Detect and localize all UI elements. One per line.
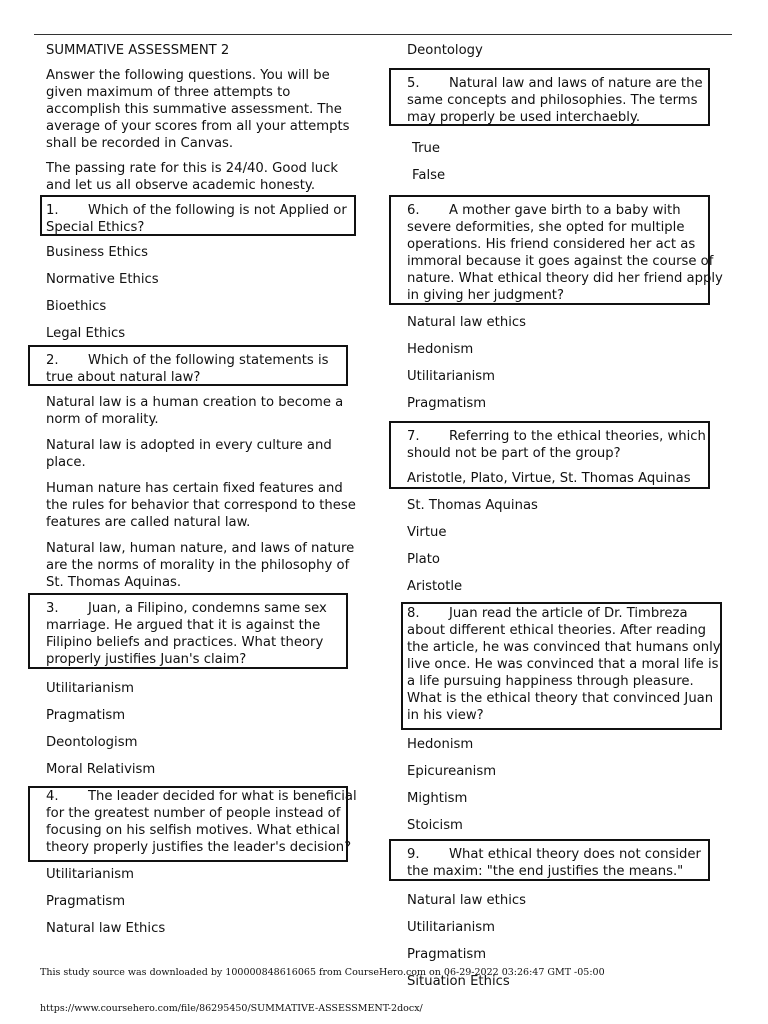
answer-option[interactable]: Natural law, human nature, and laws of nature are the norms of morality in the philosophy of St. Thomas Aquinas.: [46, 541, 355, 590]
answer-option[interactable]: True: [412, 141, 441, 156]
question-number: 1.: [46, 203, 59, 218]
question-1: [46, 202, 358, 236]
answer-option[interactable]: Natural law ethics: [407, 893, 526, 908]
answer-option[interactable]: Deontologism: [46, 735, 138, 750]
question-text: What ethical theory does not consider the maxim: "the end justifies the means.": [407, 847, 701, 879]
answer-option[interactable]: Hedonism: [407, 737, 474, 752]
answer-option[interactable]: Pragmatism: [407, 947, 487, 962]
top-rule: [34, 34, 732, 35]
answer-option[interactable]: Aristotle: [407, 579, 463, 594]
answer-option[interactable]: Aristotle, Plato, Virtue, St. Thomas Aquinas: [407, 471, 691, 486]
question-9: [407, 846, 725, 880]
question-text: The leader decided for what is beneficial for the greatest number of people instead of focusing on his selfish motives. What ethical theory properly justifies the leader's decision?: [46, 789, 357, 855]
question-number: 2.: [46, 353, 59, 368]
answer-option[interactable]: Utilitarianism: [46, 681, 134, 696]
answer-option[interactable]: Epicureanism: [407, 764, 497, 779]
answer-option[interactable]: St. Thomas Aquinas: [407, 498, 538, 513]
question-text: A mother gave birth to a baby with severe deformities, she opted for multiple operations. His friend considered her act as immoral because it goes against the course of nature. What ethical theory did her friend apply in giving her judgment?: [407, 203, 723, 303]
answer-option[interactable]: Natural law is a human creation to become a norm of morality.: [46, 395, 344, 427]
answer-option[interactable]: Utilitarianism: [407, 920, 495, 935]
answer-option[interactable]: Moral Relativism: [46, 762, 156, 777]
question-number: 5.: [407, 76, 420, 91]
answer-option[interactable]: Normative Ethics: [46, 272, 159, 287]
answer-option[interactable]: Situation Ethics: [407, 974, 510, 989]
question-number: 9.: [407, 847, 420, 862]
right-column: [407, 42, 725, 1000]
answer-option[interactable]: Legal Ethics: [46, 326, 126, 341]
question-number: 6.: [407, 203, 420, 218]
source-url[interactable]: https://www.coursehero.com/file/86295450/SUMMATIVE-ASSESSMENT-2docx/: [40, 1003, 423, 1014]
question-8: [407, 605, 725, 724]
answer-option[interactable]: Bioethics: [46, 299, 107, 314]
question-number: 3.: [46, 601, 59, 616]
question-number: 4.: [46, 789, 59, 804]
answer-option[interactable]: Deontology: [407, 43, 483, 58]
question-5: [407, 75, 725, 126]
answer-option[interactable]: Pragmatism: [46, 894, 126, 909]
question-3: [46, 600, 358, 668]
question-6: [407, 202, 725, 304]
answer-option[interactable]: Human nature has certain fixed features and the rules for behavior that correspond to these features are called natural law.: [46, 481, 356, 530]
question-text: Referring to the ethical theories, which should not be part of the group?: [407, 429, 706, 461]
answer-option[interactable]: Stoicism: [407, 818, 463, 833]
answer-option[interactable]: Mightism: [407, 791, 468, 806]
answer-option[interactable]: Pragmatism: [46, 708, 126, 723]
question-4: [46, 788, 358, 856]
question-text: Which of the following is not Applied or Special Ethics?: [46, 203, 347, 235]
download-notice: This study source was downloaded by 100000848616065 from CourseHero.com on 06-29-2022 03:26:47 GMT -05:00: [40, 967, 605, 978]
answer-option[interactable]: Natural law Ethics: [46, 921, 166, 936]
answer-option[interactable]: Natural law ethics: [407, 315, 526, 330]
answer-option[interactable]: Utilitarianism: [46, 867, 134, 882]
answer-option[interactable]: Plato: [407, 552, 440, 567]
answer-option[interactable]: Hedonism: [407, 342, 474, 357]
left-column: [46, 42, 358, 947]
answer-option[interactable]: Natural law is adopted in every culture and place.: [46, 438, 332, 470]
instructions-paragraph: Answer the following questions. You will be given maximum of three attempts to accomplish this summative assessment. The average of your scores from all your attempts shall be recorded in Canvas.: [46, 68, 350, 151]
question-text: Natural law and laws of nature are the same concepts and philosophies. The terms may properly be used interchaebly.: [407, 76, 703, 125]
question-text: Juan read the article of Dr. Timbreza about different ethical theories. After reading the article, he was convinced that humans only live once. He was convinced that a moral life is a life pursuing happiness through pleasure. What is the ethical theory that convinced Juan in his view?: [407, 606, 721, 723]
question-7: [407, 428, 725, 462]
question-text: Juan, a Filipino, condemns same sex marriage. He argued that it is against the Filipino beliefs and practices. What theory properly justifies Juan's claim?: [46, 601, 327, 667]
question-text: Which of the following statements is true about natural law?: [46, 353, 329, 385]
question-number: 8.: [407, 606, 420, 621]
answer-option[interactable]: Business Ethics: [46, 245, 148, 260]
answer-option[interactable]: Pragmatism: [407, 396, 487, 411]
passing-rate-paragraph: The passing rate for this is 24/40. Good luck and let us all observe academic honesty.: [46, 161, 338, 193]
answer-option[interactable]: Utilitarianism: [407, 369, 495, 384]
answer-option[interactable]: False: [412, 168, 446, 183]
answer-option[interactable]: Virtue: [407, 525, 447, 540]
question-number: 7.: [407, 429, 420, 444]
assessment-title: SUMMATIVE ASSESSMENT 2: [46, 43, 230, 58]
question-2: [46, 352, 358, 386]
